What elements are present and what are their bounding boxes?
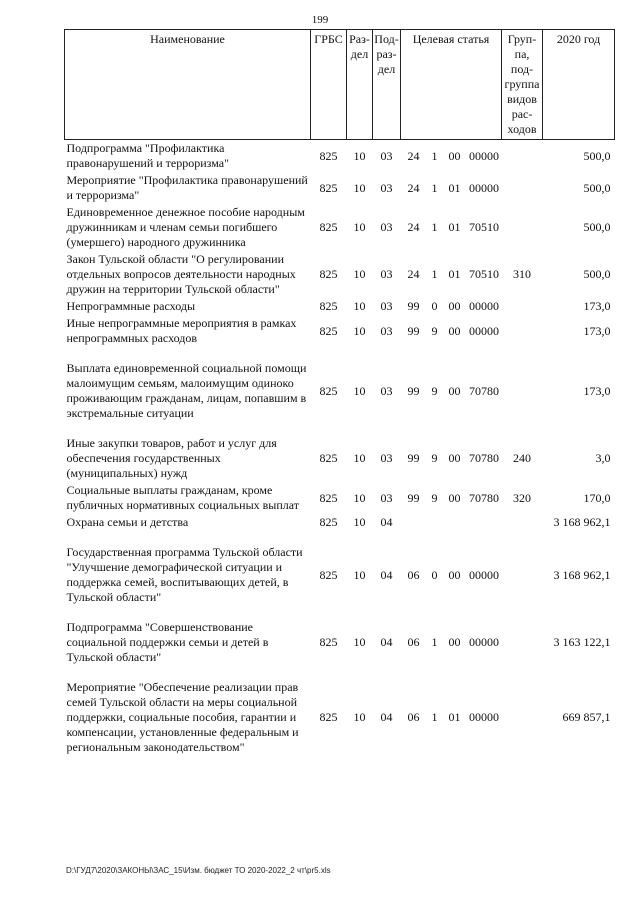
row-podrazdel: 04 <box>380 635 393 649</box>
row-razdel: 10 <box>353 490 366 505</box>
row-target-program <box>401 514 427 531</box>
row-grbs: 825 <box>319 267 338 281</box>
row-expense-group <box>502 172 543 204</box>
row-name: Иные закупки товаров, работ и услуг для обеспечения государственных (муниципальных) нужд <box>66 436 277 480</box>
row-grbs: 825 <box>319 635 338 649</box>
row-target-program: 24 <box>407 180 420 195</box>
row-target-direction: 70780 <box>469 490 499 505</box>
row-amount: 173,0 <box>583 383 611 398</box>
row-expense-group <box>502 204 543 251</box>
row-razdel: 10 <box>353 220 366 234</box>
row-target-activity: 00 <box>448 383 461 398</box>
row-expense-group <box>502 315 543 347</box>
row-razdel: 10 <box>353 323 366 338</box>
row-amount: 3 168 962,1 <box>553 515 611 529</box>
row-expense-group <box>502 666 543 756</box>
header-target: Целевая статья <box>401 30 502 140</box>
table-row <box>65 315 615 347</box>
row-target-direction: 00000 <box>469 148 499 163</box>
header-year: 2020 год <box>543 30 615 140</box>
table-header-row <box>65 30 615 140</box>
table-row <box>65 514 615 531</box>
row-target-program: 06 <box>407 710 420 724</box>
row-expense-group <box>502 140 543 173</box>
row-target-activity: 01 <box>448 267 461 281</box>
row-amount: 500,0 <box>583 180 611 195</box>
row-target-program: 24 <box>407 267 420 281</box>
row-grbs: 825 <box>319 220 338 234</box>
row-target-program: 24 <box>407 148 420 163</box>
row-name: Иные непрограммные мероприятия в рамках непрограммных расходов <box>66 316 297 345</box>
row-name: Выплата единовременной социальной помощи малоимущим семьям, малоимущим одиноко проживающим гражданам, лицам, попавшим в экстремальные ситуации <box>66 361 307 420</box>
table-row <box>65 172 615 204</box>
row-amount: 3 168 962,1 <box>553 567 611 582</box>
row-name: Мероприятие "Профилактика правонарушений и терроризма" <box>66 173 308 202</box>
row-razdel: 10 <box>353 567 366 582</box>
row-grbs: 825 <box>319 515 338 529</box>
row-podrazdel: 03 <box>380 323 393 338</box>
table-row <box>65 666 615 756</box>
row-target-activity: 00 <box>448 299 461 313</box>
table-row <box>65 531 615 606</box>
row-target-program: 99 <box>407 323 420 338</box>
row-expense-group: 240 <box>513 451 532 465</box>
header-group: Груп-па, под-группа видов рас-ходов <box>502 30 543 140</box>
table-row <box>65 606 615 666</box>
row-target-subprogram: 9 <box>431 490 438 505</box>
row-name: Подпрограмма "Совершенствование социальной поддержки семьи и детей в Тульской области" <box>66 620 269 664</box>
row-name: Единовременное денежное пособие народным дружинникам и членам семьи погибшего (умершего) народного дружинника <box>66 205 305 249</box>
row-target-subprogram <box>427 514 443 531</box>
row-expense-group <box>502 531 543 606</box>
row-expense-group <box>502 514 543 531</box>
row-amount: 173,0 <box>583 299 611 313</box>
row-target-subprogram: 1 <box>431 220 438 234</box>
row-target-direction: 00000 <box>469 710 499 724</box>
row-target-direction <box>467 514 502 531</box>
table-row <box>65 251 615 298</box>
row-amount: 500,0 <box>583 220 611 234</box>
row-grbs: 825 <box>319 710 338 724</box>
row-podrazdel: 03 <box>380 299 393 313</box>
row-podrazdel: 03 <box>380 180 393 195</box>
row-target-direction: 70510 <box>469 267 499 281</box>
row-target-program: 99 <box>407 299 420 313</box>
row-target-direction: 70510 <box>469 220 499 234</box>
file-path-footer: D:\ГУД7\2020\ЗАКОНЫ\ЗАС_15\Изм. бюджет ТО 2020-2022_2 чт\pr5.xls <box>66 866 331 875</box>
row-podrazdel: 04 <box>380 710 393 724</box>
row-target-subprogram: 9 <box>431 383 438 398</box>
row-target-subprogram: 1 <box>431 635 438 649</box>
row-name: Подпрограмма "Профилактика правонарушений и терроризма" <box>66 141 229 170</box>
row-grbs: 825 <box>319 567 338 582</box>
row-target-direction: 70780 <box>469 383 499 398</box>
row-amount: 170,0 <box>583 490 611 505</box>
header-name: Наименование <box>65 30 311 140</box>
row-podrazdel: 04 <box>380 567 393 582</box>
row-target-direction: 00000 <box>469 299 499 313</box>
row-podrazdel: 03 <box>380 148 393 163</box>
row-target-program: 06 <box>407 635 420 649</box>
row-razdel: 10 <box>353 710 366 724</box>
row-podrazdel: 03 <box>380 383 393 398</box>
row-target-subprogram: 1 <box>431 180 438 195</box>
row-target-direction: 00000 <box>469 323 499 338</box>
row-razdel: 10 <box>353 515 366 529</box>
row-target-activity: 00 <box>448 635 461 649</box>
row-name: Государственная программа Тульской области "Улучшение демографической ситуации и поддержка семей, воспитывающих детей, в Тульской области" <box>66 545 303 604</box>
table-row <box>65 422 615 482</box>
row-razdel: 10 <box>353 451 366 465</box>
row-podrazdel: 03 <box>380 490 393 505</box>
row-target-activity: 01 <box>448 180 461 195</box>
row-target-program: 24 <box>407 220 420 234</box>
header-podrazdel: Под-раз-дел <box>373 30 401 140</box>
row-name: Закон Тульской области "О регулировании отдельных вопросов деятельности народных дружин на территории Тульской области" <box>66 252 296 296</box>
row-grbs: 825 <box>319 180 338 195</box>
row-target-program: 99 <box>407 383 420 398</box>
row-target-subprogram: 1 <box>431 267 438 281</box>
row-razdel: 10 <box>353 148 366 163</box>
row-target-activity: 00 <box>448 490 461 505</box>
row-expense-group <box>502 298 543 315</box>
row-expense-group <box>502 606 543 666</box>
row-name: Социальные выплаты гражданам, кроме публичных нормативных социальных выплат <box>66 483 300 512</box>
row-target-direction: 00000 <box>469 635 499 649</box>
table-row <box>65 140 615 173</box>
row-grbs: 825 <box>319 383 338 398</box>
row-razdel: 10 <box>353 180 366 195</box>
row-target-activity: 00 <box>448 567 461 582</box>
table-row <box>65 347 615 422</box>
row-target-subprogram: 9 <box>431 323 438 338</box>
row-expense-group: 310 <box>513 267 532 281</box>
table-row <box>65 298 615 315</box>
row-target-activity: 01 <box>448 220 461 234</box>
row-target-subprogram: 0 <box>431 567 438 582</box>
row-grbs: 825 <box>319 451 338 465</box>
page-number: 199 <box>311 14 329 26</box>
row-target-subprogram: 0 <box>431 299 438 313</box>
row-grbs: 825 <box>319 323 338 338</box>
row-target-activity: 00 <box>448 451 461 465</box>
row-amount: 500,0 <box>583 267 611 281</box>
header-grbs: ГРБС <box>311 30 347 140</box>
row-target-subprogram: 1 <box>431 148 438 163</box>
row-podrazdel: 03 <box>380 220 393 234</box>
row-grbs: 825 <box>319 148 338 163</box>
row-target-subprogram: 9 <box>431 451 438 465</box>
row-razdel: 10 <box>353 267 366 281</box>
row-expense-group <box>502 347 543 422</box>
row-target-direction: 70780 <box>469 451 499 465</box>
row-amount: 173,0 <box>583 323 611 338</box>
header-razdel: Раз-дел <box>347 30 373 140</box>
table-row <box>65 482 615 514</box>
row-name: Мероприятие "Обеспечение реализации прав семей Тульской области на меры социальной поддержки, социальные пособия, гарантии и компенсации, установленные федеральным и региональным законодательством" <box>66 680 299 754</box>
row-target-direction: 00000 <box>469 180 499 195</box>
row-amount: 3 163 122,1 <box>553 635 611 649</box>
row-target-activity: 00 <box>448 323 461 338</box>
table-body <box>65 140 615 757</box>
row-target-program: 06 <box>407 567 420 582</box>
row-razdel: 10 <box>353 635 366 649</box>
row-grbs: 825 <box>319 299 338 313</box>
row-name: Непрограммные расходы <box>66 299 196 313</box>
row-name: Охрана семьи и детства <box>66 515 189 529</box>
row-podrazdel: 04 <box>380 515 393 529</box>
table-row <box>65 204 615 251</box>
row-target-activity: 00 <box>448 148 461 163</box>
row-podrazdel: 03 <box>380 451 393 465</box>
row-razdel: 10 <box>353 383 366 398</box>
row-target-direction: 00000 <box>469 567 499 582</box>
row-amount: 3,0 <box>595 451 611 465</box>
row-razdel: 10 <box>353 299 366 313</box>
row-target-activity: 01 <box>448 710 461 724</box>
row-amount: 500,0 <box>583 148 611 163</box>
row-podrazdel: 03 <box>380 267 393 281</box>
row-amount: 669 857,1 <box>562 710 611 724</box>
budget-table <box>64 29 615 756</box>
row-target-program: 99 <box>407 451 420 465</box>
row-target-program: 99 <box>407 490 420 505</box>
row-target-subprogram: 1 <box>431 710 438 724</box>
row-expense-group: 320 <box>513 490 532 505</box>
row-target-activity <box>443 514 467 531</box>
row-grbs: 825 <box>319 490 338 505</box>
